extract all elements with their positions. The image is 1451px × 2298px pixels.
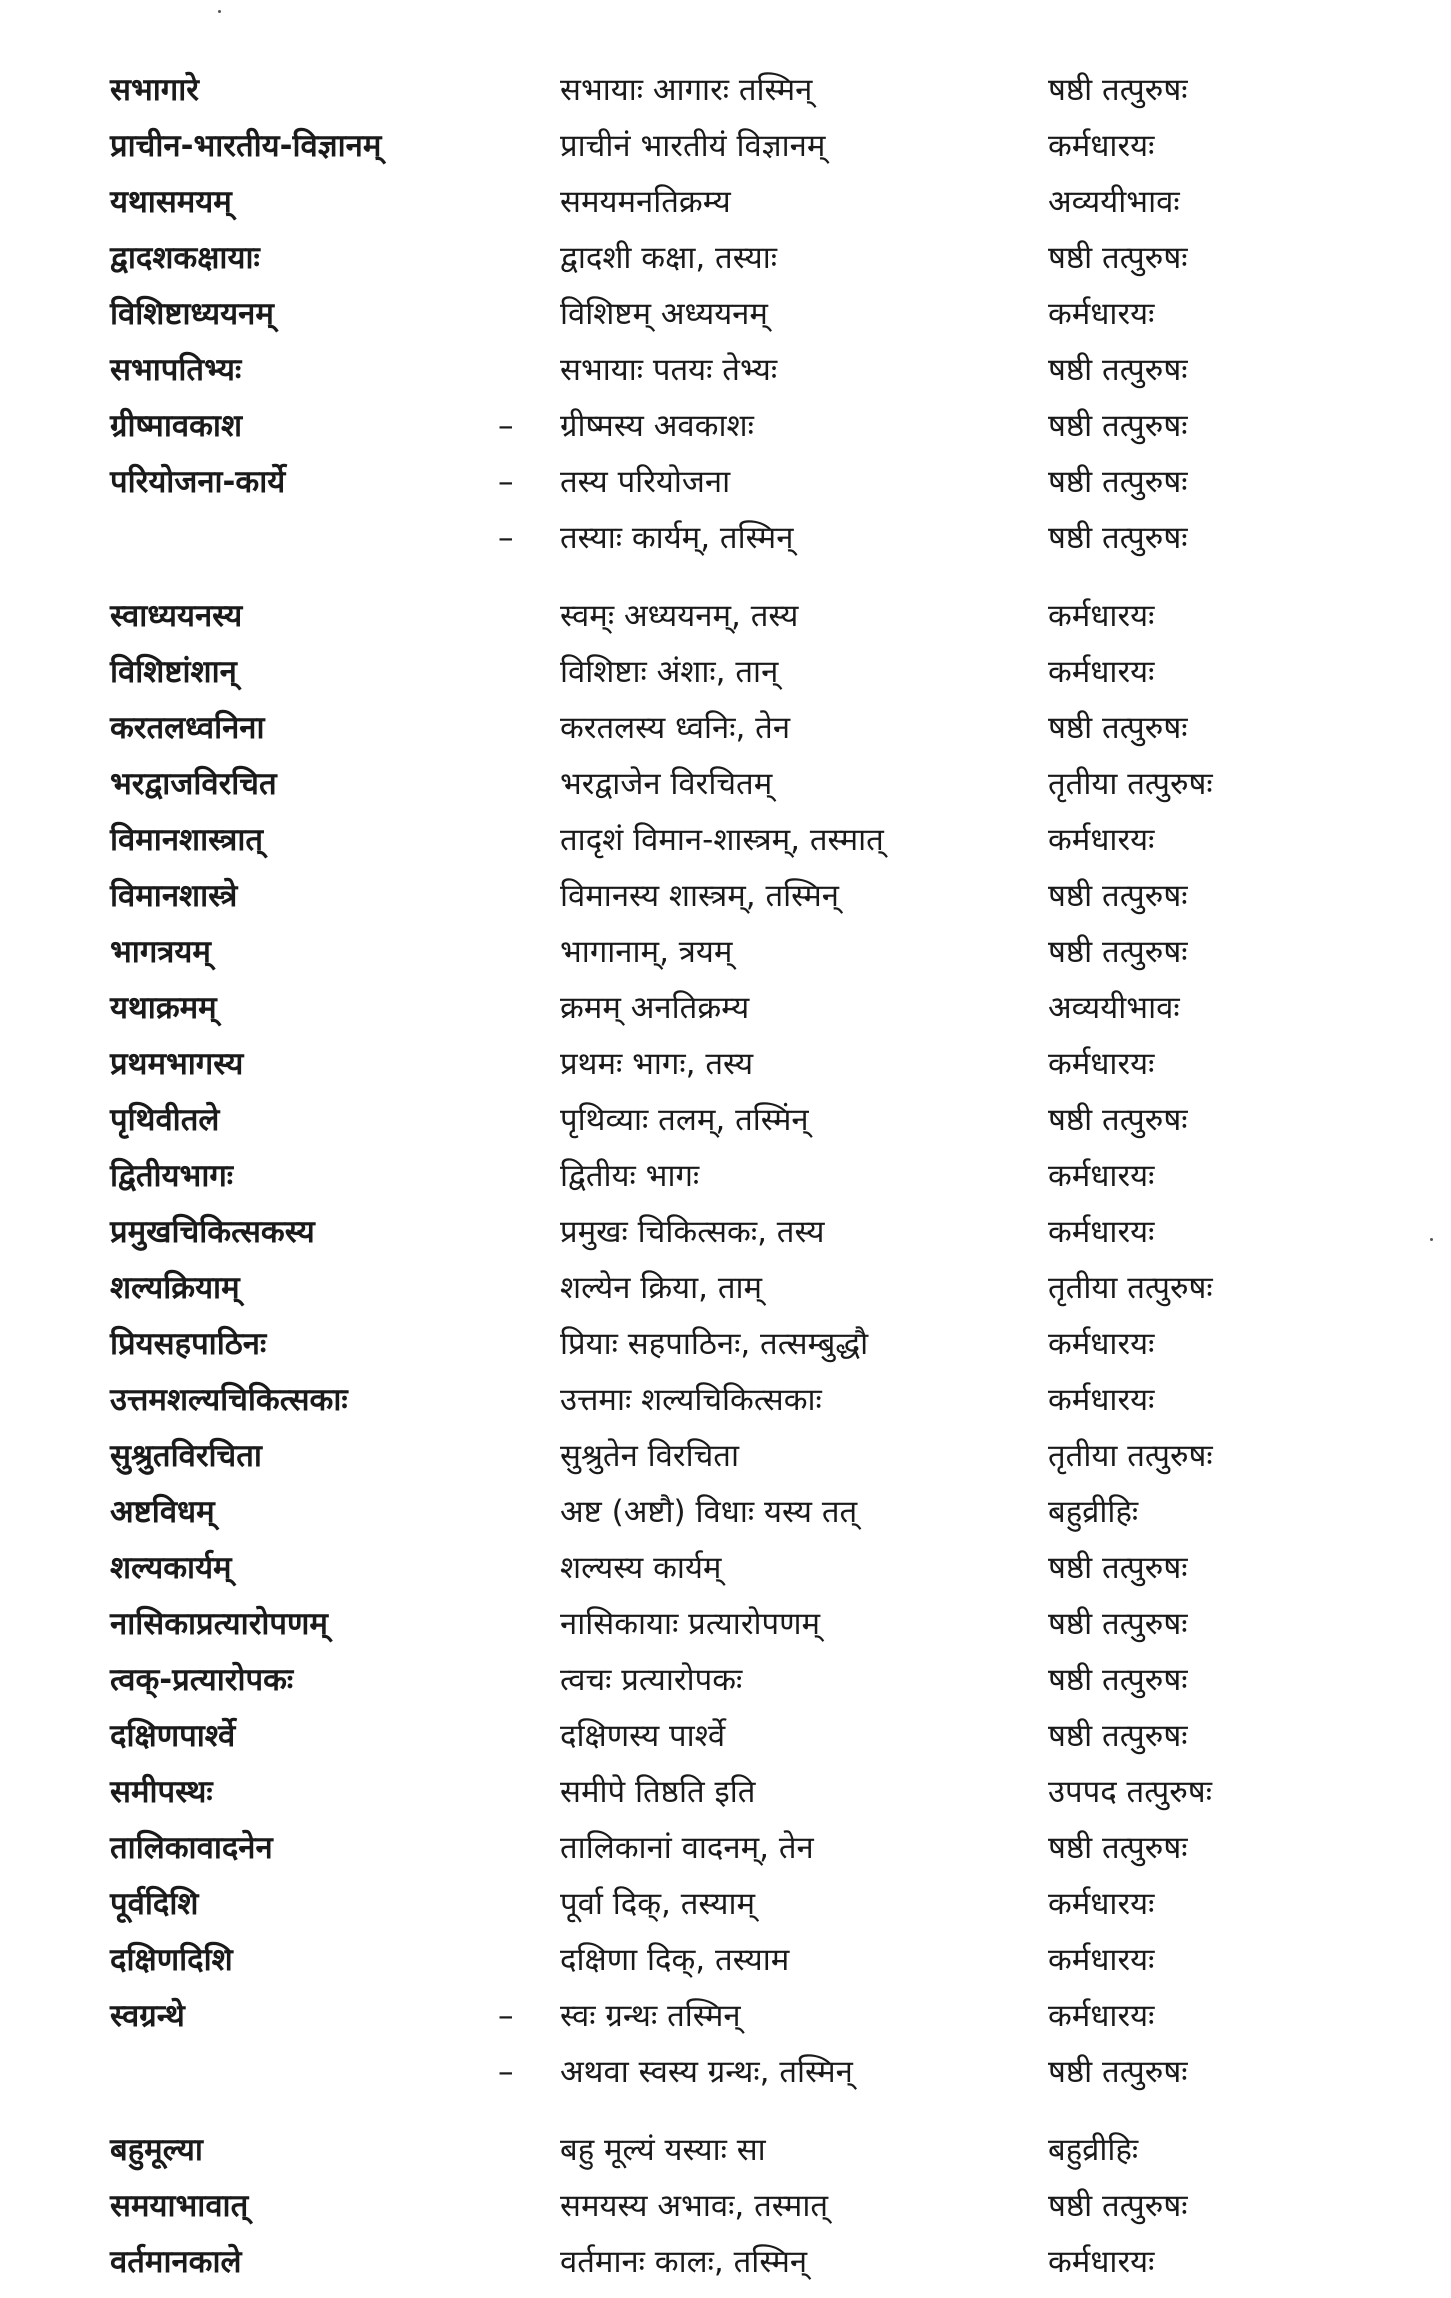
vigraha-text: सुश्रुतेन विरचिता [560, 1438, 739, 1474]
samasa-type: कर्मधारयः [1048, 598, 1155, 634]
table-row [0, 2186, 1451, 2242]
table-row [0, 1940, 1451, 1996]
samasa-type: तृतीया तत्पुरुषः [1048, 1438, 1213, 1474]
table-row [0, 406, 1451, 462]
compound-term: समयाभावात् [110, 2188, 249, 2224]
compound-term: सभागारे [110, 72, 199, 108]
vigraha-text: शल्यस्य कार्यम् [560, 1550, 722, 1586]
vigraha-text: शल्येन क्रिया, ताम् [560, 1270, 763, 1306]
vigraha-text: समीपे तिष्ठति इति [560, 1774, 756, 1810]
table-row [0, 932, 1451, 988]
table-row [0, 1772, 1451, 1828]
samasa-type: षष्ठी तत्पुरुषः [1048, 1606, 1188, 1642]
table-row [0, 1996, 1451, 2052]
vigraha-text: विशिष्टम् अध्ययनम् [560, 296, 768, 332]
dash-marker: – [498, 520, 514, 556]
samasa-type: बहुव्रीहिः [1048, 1494, 1139, 1530]
samasa-type: कर्मधारयः [1048, 128, 1155, 164]
samasa-type: अव्ययीभावः [1048, 990, 1180, 1026]
vigraha-text: भागानाम्, त्रयम् [560, 934, 733, 970]
samasa-type: षष्ठी तत्पुरुषः [1048, 1550, 1188, 1586]
table-row [0, 1884, 1451, 1940]
vigraha-text: प्रमुखः चिकित्सकः, तस्य [560, 1214, 825, 1250]
table-row [0, 1268, 1451, 1324]
samasa-type: षष्ठी तत्पुरुषः [1048, 408, 1188, 444]
table-row [0, 238, 1451, 294]
vigraha-text: सभायाः आगारः तस्मिन् [560, 72, 813, 108]
compound-term: सुश्रुतविरचिता [110, 1438, 262, 1474]
table-row [0, 294, 1451, 350]
samasa-type: बहुव्रीहिः [1048, 2132, 1139, 2168]
vigraha-text: तादृशं विमान-शास्त्रम्, तस्मात् [560, 822, 884, 858]
compound-term: स्वग्रन्थे [110, 1998, 185, 2034]
compound-term: ग्रीष्मावकाश [110, 408, 243, 444]
vigraha-text: नासिकायाः प्रत्यारोपणम् [560, 1606, 821, 1642]
compound-term: पृथिवीतले [110, 1102, 220, 1138]
vigraha-text: वर्तमानः कालः, तस्मिन् [560, 2244, 808, 2280]
table-row [0, 1156, 1451, 1212]
compound-term: उत्तमशल्यचिकित्सकाः [110, 1382, 348, 1418]
vigraha-text: प्रथमः भागः, तस्य [560, 1046, 754, 1082]
samasa-type: कर्मधारयः [1048, 1326, 1155, 1362]
compound-term: नासिकाप्रत्यारोपणम् [110, 1606, 328, 1642]
compound-term: त्वक्-प्रत्यारोपकः [110, 1662, 294, 1698]
vigraha-text: तस्याः कार्यम्, तस्मिन् [560, 520, 794, 556]
samasa-type: षष्ठी तत्पुरुषः [1048, 2054, 1188, 2090]
vigraha-text: ग्रीष्मस्य अवकाशः [560, 408, 754, 444]
vigraha-text: बहु मूल्यं यस्याः सा [560, 2132, 766, 2168]
samasa-type: तृतीया तत्पुरुषः [1048, 766, 1213, 802]
samasa-type: कर्मधारयः [1048, 2244, 1155, 2280]
table-row [0, 182, 1451, 238]
table-row [0, 1604, 1451, 1660]
table-row [0, 1492, 1451, 1548]
table-row [0, 2242, 1451, 2298]
table-row [0, 1100, 1451, 1156]
table-row [0, 1324, 1451, 1380]
samasa-type: षष्ठी तत्पुरुषः [1048, 934, 1188, 970]
table-row [0, 1380, 1451, 1436]
samasa-type: कर्मधारयः [1048, 822, 1155, 858]
vigraha-text: विमानस्य शास्त्रम्, तस्मिन् [560, 878, 839, 914]
table-row [0, 1548, 1451, 1604]
compound-term: प्रथमभागस्य [110, 1046, 244, 1082]
table-row [0, 652, 1451, 708]
compound-term: दक्षिणदिशि [110, 1942, 233, 1978]
vigraha-text: पृथिव्याः तलम्, तस्मिंन् [560, 1102, 809, 1138]
compound-term: सभापतिभ्यः [110, 352, 242, 388]
vigraha-text: त्वचः प्रत्यारोपकः [560, 1662, 743, 1698]
vigraha-text: उत्तमाः शल्यचिकित्सकाः [560, 1382, 822, 1418]
compound-term: विमानशास्त्रे [110, 878, 238, 914]
table-row [0, 2130, 1451, 2186]
dash-marker: – [498, 2054, 514, 2090]
table-row [0, 126, 1451, 182]
compound-term: वर्तमानकाले [110, 2244, 242, 2280]
compound-term: भरद्वाजविरचित [110, 766, 277, 802]
table-row [0, 70, 1451, 126]
table-row [0, 1212, 1451, 1268]
table-row [0, 1660, 1451, 1716]
compound-term: परियोजना-कार्ये [110, 464, 286, 500]
samasa-table [0, 70, 1451, 2298]
compound-term: यथासमयम् [110, 184, 232, 220]
compound-term: अष्टविधम् [110, 1494, 215, 1530]
compound-term: यथाक्रमम् [110, 990, 217, 1026]
table-row [0, 1044, 1451, 1100]
samasa-type: अव्ययीभावः [1048, 184, 1180, 220]
compound-term: विमानशास्त्रात् [110, 822, 264, 858]
table-row [0, 1828, 1451, 1884]
compound-term: प्राचीन-भारतीय-विज्ञानम् [110, 128, 382, 164]
dash-marker: – [498, 1998, 514, 2034]
compound-term: दक्षिणपार्श्वे [110, 1718, 236, 1754]
vigraha-text: दक्षिणस्य पार्श्वे [560, 1718, 726, 1754]
vigraha-text: भरद्वाजेन विरचितम् [560, 766, 773, 802]
compound-term: शल्यक्रियाम् [110, 1270, 240, 1306]
samasa-type: षष्ठी तत्पुरुषः [1048, 1718, 1188, 1754]
samasa-type: कर्मधारयः [1048, 1998, 1155, 2034]
compound-term: समीपस्थः [110, 1774, 213, 1810]
compound-term: पूर्वदिशि [110, 1886, 199, 1922]
dash-marker: – [498, 408, 514, 444]
samasa-type: षष्ठी तत्पुरुषः [1048, 352, 1188, 388]
vigraha-text: तस्य परियोजना [560, 464, 731, 500]
table-row [0, 820, 1451, 876]
table-row [0, 1716, 1451, 1772]
table-row [0, 764, 1451, 820]
samasa-type: उपपद तत्पुरुषः [1048, 1774, 1212, 1810]
compound-term: करतलध्वनिना [110, 710, 265, 746]
compound-term: शल्यकार्यम् [110, 1550, 232, 1586]
samasa-type: षष्ठी तत्पुरुषः [1048, 878, 1188, 914]
vigraha-text: करतलस्य ध्वनिः, तेन [560, 710, 791, 746]
vigraha-text: समयस्य अभावः, तस्मात् [560, 2188, 829, 2224]
vigraha-text: समयमनतिक्रम्य [560, 184, 731, 220]
table-row [0, 350, 1451, 406]
scan-speck [218, 10, 221, 13]
table-row [0, 876, 1451, 932]
samasa-type: षष्ठी तत्पुरुषः [1048, 710, 1188, 746]
vigraha-text: द्वितीयः भागः [560, 1158, 700, 1194]
table-row [0, 2052, 1451, 2108]
table-row [0, 462, 1451, 518]
samasa-type: षष्ठी तत्पुरुषः [1048, 1102, 1188, 1138]
vigraha-text: पूर्वा दिक्, तस्याम् [560, 1886, 756, 1922]
samasa-type: षष्ठी तत्पुरुषः [1048, 1830, 1188, 1866]
samasa-type: षष्ठी तत्पुरुषः [1048, 464, 1188, 500]
vigraha-text: विशिष्टाः अंशाः, तान् [560, 654, 779, 690]
compound-term: प्रमुखचिकित्सकस्य [110, 1214, 315, 1250]
samasa-type: षष्ठी तत्पुरुषः [1048, 520, 1188, 556]
samasa-type: षष्ठी तत्पुरुषः [1048, 2188, 1188, 2224]
samasa-type: षष्ठी तत्पुरुषः [1048, 72, 1188, 108]
compound-term: भागत्रयम् [110, 934, 211, 970]
table-row [0, 988, 1451, 1044]
vigraha-text: तालिकानां वादनम्, तेन [560, 1830, 814, 1866]
samasa-type: कर्मधारयः [1048, 1382, 1155, 1418]
samasa-type: षष्ठी तत्पुरुषः [1048, 240, 1188, 276]
table-row [0, 518, 1451, 574]
compound-term: प्रियसहपाठिनः [110, 1326, 267, 1362]
compound-term: स्वाध्ययनस्य [110, 598, 243, 634]
vigraha-text: अष्ट (अष्टौ) विधाः यस्य तत् [560, 1494, 858, 1530]
table-row [0, 708, 1451, 764]
compound-term: तालिकावादनेन [110, 1830, 273, 1866]
samasa-type: षष्ठी तत्पुरुषः [1048, 1662, 1188, 1698]
vigraha-text: प्रियाः सहपाठिनः, तत्सम्बुद्धौ [560, 1326, 869, 1362]
table-row [0, 1436, 1451, 1492]
compound-term: द्वितीयभागः [110, 1158, 234, 1194]
samasa-type: कर्मधारयः [1048, 1886, 1155, 1922]
samasa-type: कर्मधारयः [1048, 1046, 1155, 1082]
samasa-type: तृतीया तत्पुरुषः [1048, 1270, 1213, 1306]
samasa-type: कर्मधारयः [1048, 1942, 1155, 1978]
vigraha-text: स्वः ग्रन्थः तस्मिन् [560, 1998, 741, 2034]
samasa-type: कर्मधारयः [1048, 1214, 1155, 1250]
vigraha-text: अथवा स्वस्य ग्रन्थः, तस्मिन् [560, 2054, 853, 2090]
table-row [0, 596, 1451, 652]
samasa-type: कर्मधारयः [1048, 654, 1155, 690]
vigraha-text: सभायाः पतयः तेभ्यः [560, 352, 778, 388]
samasa-type: कर्मधारयः [1048, 296, 1155, 332]
samasa-type: कर्मधारयः [1048, 1158, 1155, 1194]
vigraha-text: प्राचीनं भारतीयं विज्ञानम् [560, 128, 826, 164]
compound-term: विशिष्टांशान् [110, 654, 237, 690]
vigraha-text: क्रमम् अनतिक्रम्य [560, 990, 750, 1026]
compound-term: बहुमूल्या [110, 2132, 203, 2168]
vigraha-text: दक्षिणा दिक्, तस्याम [560, 1942, 790, 1978]
compound-term: द्वादशकक्षायाः [110, 240, 260, 276]
vigraha-text: द्वादशी कक्षा, तस्याः [560, 240, 778, 276]
vigraha-text: स्वम्ः अध्ययनम्, तस्य [560, 598, 799, 634]
dash-marker: – [498, 464, 514, 500]
compound-term: विशिष्टाध्ययनम् [110, 296, 274, 332]
